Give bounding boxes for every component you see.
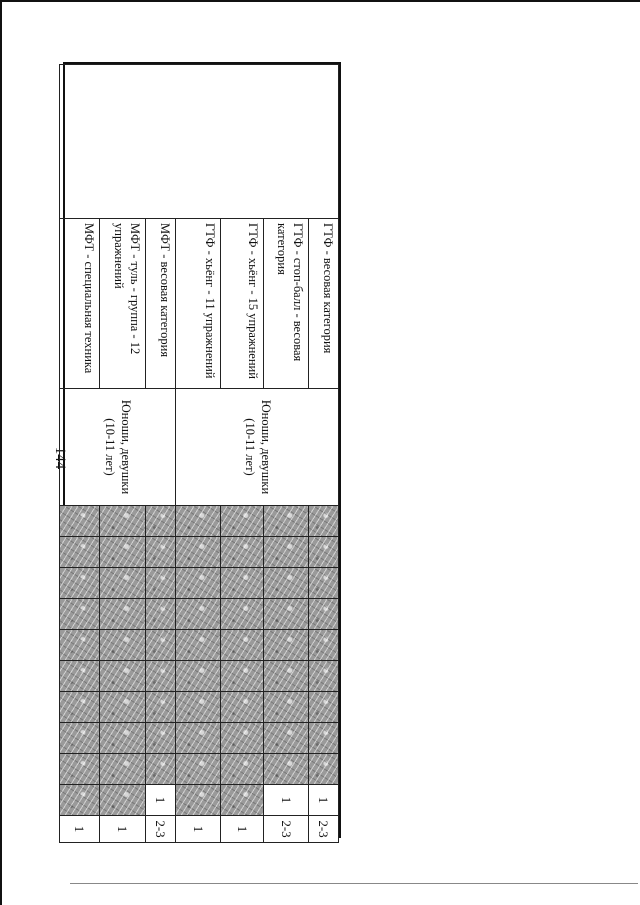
exercise-cell: ГТФ - хьёнг - 15 упражнений [221, 219, 264, 389]
shaded-grade-cell [221, 785, 264, 816]
shaded-grade-cell [264, 754, 309, 785]
shaded-grade-cell [221, 537, 264, 568]
shaded-grade-cell [146, 754, 176, 785]
shaded-grade-cell [264, 723, 309, 754]
shaded-grade-cell [146, 506, 176, 537]
shaded-grade-cell [146, 692, 176, 723]
shaded-grade-cell [100, 661, 146, 692]
shaded-grade-cell [60, 692, 100, 723]
level-cell: 2-3 [309, 816, 339, 843]
shaded-grade-cell [146, 723, 176, 754]
level-cell: 1 [221, 816, 264, 843]
bottom-rule [70, 883, 638, 884]
shaded-grade-cell [176, 568, 221, 599]
shaded-grade-cell [221, 506, 264, 537]
shaded-grade-cell [60, 599, 100, 630]
shaded-grade-cell [60, 785, 100, 816]
shaded-grade-cell [221, 630, 264, 661]
age-group-cell: Юноши, девушки (10-11 лет) [60, 389, 176, 506]
shaded-grade-cell [176, 661, 221, 692]
shaded-grade-cell [176, 599, 221, 630]
shaded-grade-cell [60, 568, 100, 599]
shaded-grade-cell [176, 785, 221, 816]
shaded-grade-cell [221, 754, 264, 785]
shaded-grade-cell [309, 568, 339, 599]
exercise-cell: ГТФ - стоп-балл - весовая категория [264, 219, 309, 389]
shaded-grade-cell [176, 630, 221, 661]
grade-mark-cell: 1 [146, 785, 176, 816]
shaded-grade-cell [146, 599, 176, 630]
age-group-cell: Юноши, девушки (10-11 лет) [176, 389, 339, 506]
shaded-grade-cell [221, 692, 264, 723]
shaded-grade-cell [264, 661, 309, 692]
shaded-grade-cell [264, 537, 309, 568]
shaded-grade-cell [264, 692, 309, 723]
blank-column-cell [60, 65, 339, 219]
shaded-grade-cell [146, 630, 176, 661]
exercise-cell: МФТ - специальная техника [60, 219, 100, 389]
shaded-grade-cell [264, 506, 309, 537]
table-row [309, 65, 339, 843]
shaded-grade-cell [176, 692, 221, 723]
shaded-grade-cell [100, 506, 146, 537]
exercise-cell: ГТФ - хьёнг - 11 упражнений [176, 219, 221, 389]
exercise-cell: МФТ - туль - группа - 12 упражнений [100, 219, 146, 389]
table-grid [59, 64, 339, 843]
shaded-grade-cell [60, 661, 100, 692]
shaded-grade-cell [309, 661, 339, 692]
shaded-grade-cell [176, 506, 221, 537]
shaded-grade-cell [100, 692, 146, 723]
shaded-grade-cell [60, 630, 100, 661]
shaded-grade-cell [100, 785, 146, 816]
page-number: 144 [52, 446, 68, 470]
level-cell: 2-3 [264, 816, 309, 843]
shaded-grade-cell [221, 568, 264, 599]
grade-mark-cell: 1 [309, 785, 339, 816]
shaded-grade-cell [100, 754, 146, 785]
shaded-grade-cell [309, 692, 339, 723]
shaded-grade-cell [60, 537, 100, 568]
shaded-grade-cell [309, 723, 339, 754]
shaded-grade-cell [309, 630, 339, 661]
shaded-grade-cell [176, 537, 221, 568]
shaded-grade-cell [309, 537, 339, 568]
level-cell: 1 [60, 816, 100, 843]
shaded-grade-cell [100, 568, 146, 599]
level-cell: 1 [176, 816, 221, 843]
exercise-cell: ГТФ - весовая категория [309, 219, 339, 389]
shaded-grade-cell [221, 661, 264, 692]
shaded-grade-cell [146, 537, 176, 568]
shaded-grade-cell [176, 754, 221, 785]
shaded-grade-cell [100, 599, 146, 630]
exercise-cell: МФТ - весовая категория [146, 219, 176, 389]
shaded-grade-cell [146, 661, 176, 692]
sports-table [63, 62, 341, 838]
shaded-grade-cell [100, 723, 146, 754]
shaded-grade-cell [309, 754, 339, 785]
shaded-grade-cell [264, 568, 309, 599]
shaded-grade-cell [146, 568, 176, 599]
shaded-grade-cell [60, 754, 100, 785]
level-cell: 1 [100, 816, 146, 843]
shaded-grade-cell [264, 630, 309, 661]
shaded-grade-cell [309, 599, 339, 630]
shaded-grade-cell [100, 537, 146, 568]
shaded-grade-cell [309, 506, 339, 537]
grade-mark-cell: 1 [264, 785, 309, 816]
shaded-grade-cell [221, 599, 264, 630]
shaded-grade-cell [100, 630, 146, 661]
shaded-grade-cell [221, 723, 264, 754]
shaded-grade-cell [264, 599, 309, 630]
shaded-grade-cell [60, 506, 100, 537]
shaded-grade-cell [176, 723, 221, 754]
level-cell: 2-3 [146, 816, 176, 843]
shaded-grade-cell [60, 723, 100, 754]
